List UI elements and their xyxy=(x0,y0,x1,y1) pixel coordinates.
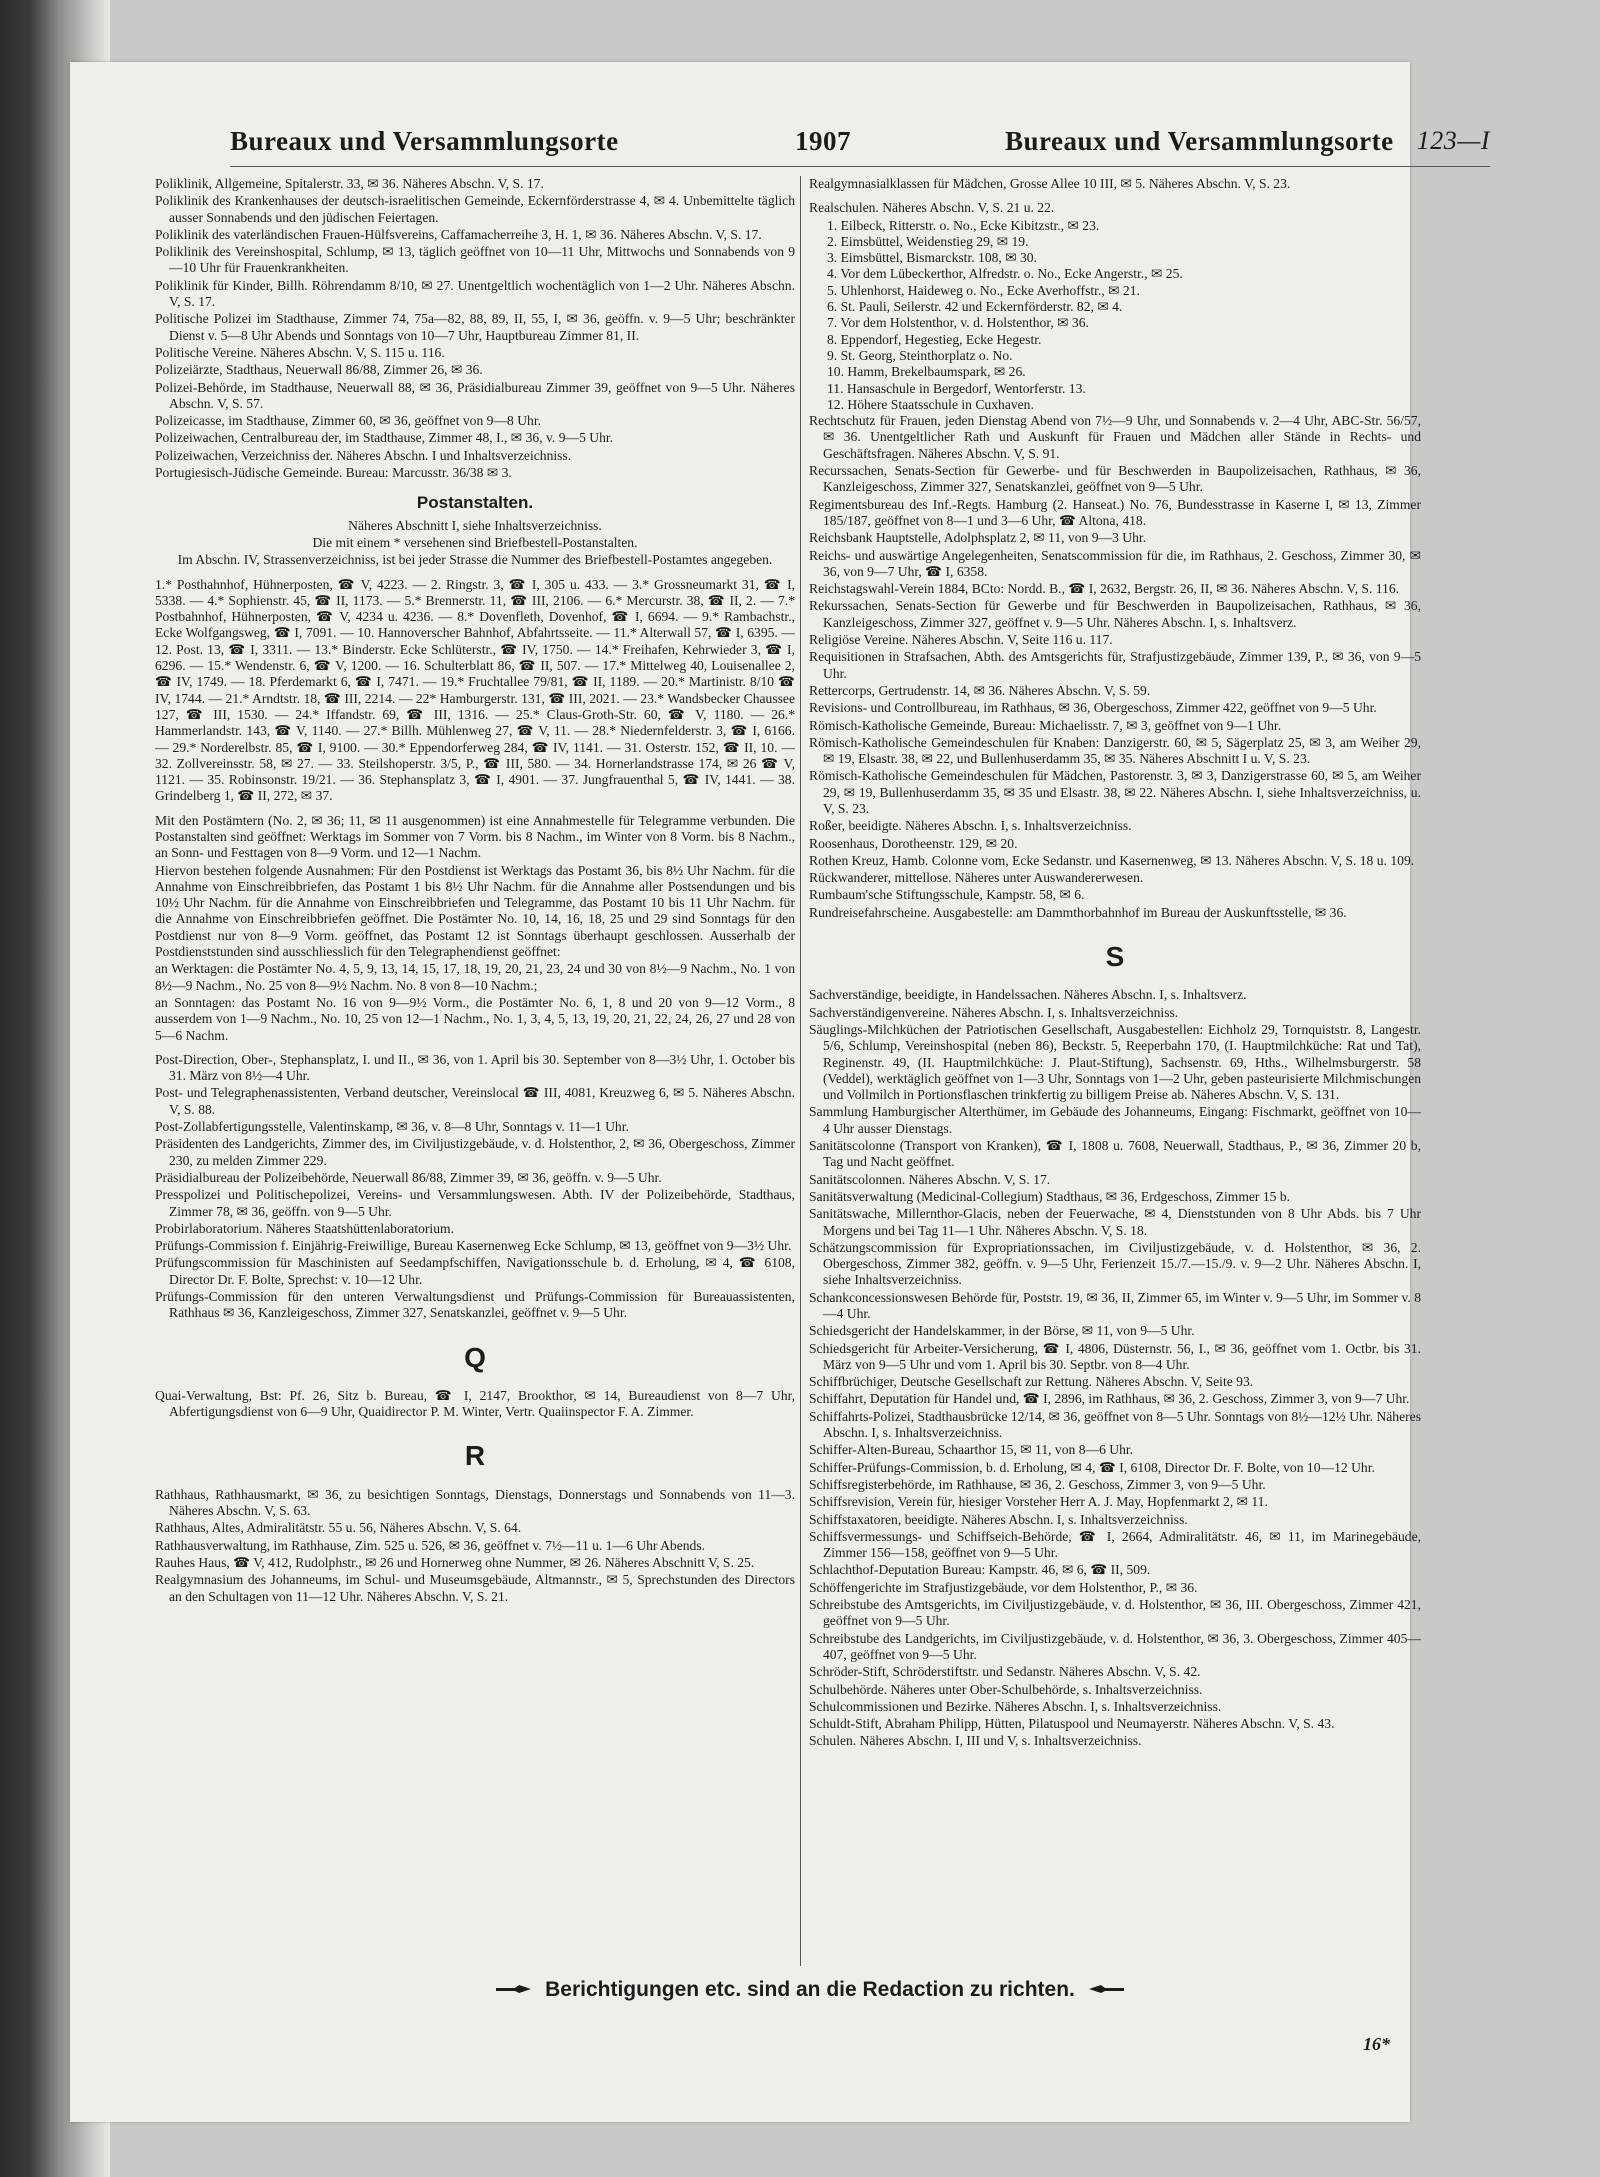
footer-corrections-note xyxy=(430,1978,1190,2002)
postanstalten-list: 1.* Posthahnhof, Hühnerposten, ☎ V, 4223. — 2. Ringstr. 3, ☎ I, 305 u. 433. — 3.* Grossneumarkt 31, ☎ I, 5338. — 4.* Sophienstr. 45, ☎ II, 1173. — 5.* Brennerstr. 11, ☎ III, 2106. — 6.* Mercurstr. 38, ☎ II, 2. — 7.* Postbahnhof, Hühnerposten, ☎ V, 4234 u. 4236. — 8.* Dovenfleth, Dovenhof, ☎ I, 6694. — 9.* Rambachstr., Ecke Wolfgangsweg, ☎ I, 7091. — 10. Hannoverscher Bahnhof, Abfahrtsseite. — 11.* Alterwall 57, ☎ I, 6395. — 12. Post. 13, ☎ I, 3311. — 13.* Binderstr. Ecke Schlüterstr., ☎ IV, 1750. — 14.* Freihafen, Kehrwieder 3, ☎ I, 6296. — 15.* Wendenstr. 6, ☎ V, 1200. — 16. Schulterblatt 86, ☎ II, 507. — 17.* Mittelweg 40, Louisenallee 2, ☎ IV, 1749. — 18. Pferdemarkt 6, ☎ I, 7471. — 19.* Fruchtallee 79/81, ☎ II, 1189. — 20.* Martinistr. 8/10 ☎ IV, 1744. — 21.* Arndtstr. 18, ☎ III, 2214. — 22* Hamburgerstr. 131, ☎ III, 2021. — 23.* Wandsbecker Chaussee 127, ☎ III, 1530. — 24.* Iffandstr. 69, ☎ III, 1316. — 25.* Claus-Groth-Str. 60, ☎ V, 1180. — 26.* Hammerlandstr. 143, ☎ V, 1140. — 27.* Billh. Mühlenweg 27, ☎ V, 11. — 28.* Niedernfelderstr. 3, ☎ I, 6166. — 29.* Norderelbstr. 85, ☎ I, 9100. — 30.* Eppendorferweg 284, ☎ IV, 1141. — 31. Osterstr. 152, ☎ II, 10. — 32. Zollvereinsstr. 58, ✉ 27. — 33. Steilshoperstr. 3/5, P., ☎ III, 580. — 34. Hornerlandstrasse 174, ✉ 26 ☎ V, 1121. — 35. Robinsonstr. 19/21. — 36. Stephansplatz 3, ☎ I, 4901. — 37. Jungfrauenthal 5, ☎ IV, 1441. — 38. Grindelberg 1, ☎ II, 272, ✉ 37. xyxy=(155,576,795,804)
entry: Rundreisefahrscheine. Ausgabestelle: am Dammthorbahnhof im Bureau der Auskunftsstelle, ✉ 36. xyxy=(809,904,1347,920)
entry: Post- und Telegraphenassistenten, Verband deutscher, Vereinslocal ☎ III, 4081, Kreuzweg 6, ✉ 5. Näheres Abschn. V, S. 88. xyxy=(155,1085,795,1117)
entry: Quai-Verwaltung, Bst: Pf. 26, Sitz b. Bureau, ☎ I, 2147, Brookthor, ✉ 14, Bureaudienst von 8—7 Uhr, Abfertigungsdienst von 6—9 Uhr, Quaidirector P. M. Winter, Vertr. Quaiinspector F. A. Zimmer. xyxy=(155,1387,795,1420)
entry: Roßer, beeidigte. Näheres Abschn. I, s. Inhaltsverzeichniss. xyxy=(809,818,1132,834)
entry: Schulen. Näheres Abschn. I, III und V, s. Inhaltsverzeichniss. xyxy=(809,1733,1142,1749)
entry: Rückwanderer, mittellose. Näheres unter Auswandererwesen. xyxy=(809,870,1144,886)
entry: Reichsbank Hauptstelle, Adolphsplatz 2, ✉ 11, von 9—3 Uhr. xyxy=(809,530,1147,546)
r-entries xyxy=(809,413,1421,921)
list-item: 9. St. Georg, Steinthorplatz o. No. xyxy=(827,347,1013,363)
entry: Schiffsrevision, Verein für, hiesiger Vorsteher Herr A. J. May, Hopfenmarkt 2, ✉ 11. xyxy=(809,1494,1268,1510)
post-hours-paragraph: Mit den Postämtern (No. 2, ✉ 36; 11, ✉ 11 ausgenommen) ist eine Annahmestelle für Telegramme verbunden. Die Postanstalten sind geöffnet: Werktags im Sommer von 7 Vorm. bis 8 Nachm., im Winter von 8 Vorm. bis 8 Nachm., an Sonn- und Festtagen von 8—9 Vorm. und 12—1 Nachm. xyxy=(155,812,795,861)
entry: Post-Direction, Ober-, Stephansplatz, I. und II., ✉ 36, von 1. April bis 30. September von 8—3½ Uhr, 1. October bis 31. März von 8½—4 Uhr. xyxy=(155,1051,795,1084)
entry: Schiffsvermessungs- und Schiffseich-Behörde, ☎ I, 2664, Admiralitätstr. 46, ✉ 11, im Marinegebäude, Zimmer 156—158, geöffnet von 9—5 Uhr. xyxy=(809,1528,1421,1561)
postanstalten-intro-line: Die mit einem * versehenen sind Briefbestell-Postanstalten. xyxy=(312,534,638,550)
entry: Schulcommissionen und Bezirke. Näheres Abschn. I, s. Inhaltsverzeichniss. xyxy=(809,1698,1222,1714)
entry: Sanitätsverwaltung (Medicinal-Collegium) Stadthaus, ✉ 36, Erdgeschoss, Zimmer 15 b. xyxy=(809,1188,1291,1204)
left-column xyxy=(155,176,795,1966)
entry: Schätzungscommission für Expropriationssachen, im Civiljustizgebäude, v. d. Holstenthor, ✉ 36, 2. Obergeschoss, Zimmer 382, geöffn. v. 9—5 Uhr, Ferienzeit 15./7.—15./9. v. 9—2 Uhr. Näheres Abschn. I, siehe Inhaltsverzeichniss. xyxy=(809,1239,1421,1288)
list-item: 3. Eimsbüttel, Bismarckstr. 108, ✉ 30. xyxy=(827,250,1037,266)
entry: Probirlaboratorium. Näheres Staatshüttenlaboratorium. xyxy=(155,1220,454,1236)
entry: Realgymnasialklassen für Mädchen, Grosse Allee 10 III, ✉ 5. Näheres Abschn. V, S. 23. xyxy=(809,176,1291,191)
entry: Religiöse Vereine. Näheres Abschn. V, Seite 116 u. 117. xyxy=(809,632,1113,648)
running-header xyxy=(230,120,1490,167)
entry: Schreibstube des Amtsgerichts, im Civiljustizgebäude, v. d. Holstenthor, ✉ 36, III. Obergeschoss, Zimmer 421, geöffnet von 9—5 Uhr. xyxy=(809,1597,1421,1629)
entry: Politische Vereine. Näheres Abschn. V, S. 115 u. 116. xyxy=(155,344,445,360)
entry: Prüfungs-Commission für den unteren Verwaltungsdienst und Prüfungs-Commission für Bureauassistenten, Rathhaus ✉ 36, Kanzleigeschoss, Zimmer 327, Senatskanzlei, geöffnet v. 9—5 Uhr. xyxy=(155,1289,795,1321)
entry: Poliklinik des vaterländischen Frauen-Hülfsvereins, Caffamacherreihe 3, H. 1, ✉ 36. Näheres Abschn. V, S. 17. xyxy=(155,226,762,242)
entry: Polizeiärzte, Stadthaus, Neuerwall 86/88, Zimmer 26, ✉ 36. xyxy=(155,362,483,378)
entry: Poliklinik des Krankenhauses der deutsch-israelitischen Gemeinde, Eckernförderstrasse 4, ✉ 4. Unbemittelte täglich ausser Sonnabends und den jüdischen Feiertagen. xyxy=(155,193,795,225)
entry: Sachverständige, beeidigte, in Handelssachen. Näheres Abschn. I, s. Inhaltsverz. xyxy=(809,987,1247,1003)
post-hours-block xyxy=(155,813,795,1044)
entry: Portugiesisch-Jüdische Gemeinde. Bureau: Marcusstr. 36/38 ✉ 3. xyxy=(155,465,512,481)
entry: Presspolizei und Politischepolizei, Vereins- und Versammlungswesen. Abth. IV der Polizeibehörde, Stadthaus, Zimmer 78, ✉ 36, geöffn. von 9—5 Uhr. xyxy=(155,1187,795,1219)
entry: Rothen Kreuz, Hamb. Colonne vom, Ecke Sedanstr. und Kasernenweg, ✉ 13. Näheres Abschn. V, S. 18 u. 109. xyxy=(809,852,1415,868)
entry: Schiffahrts-Polizei, Stadthausbrücke 12/14, ✉ 36, geöffnet von 8—5 Uhr. Sonntags von 8½—12½ Uhr. Näheres Abschn. I, s. Inhaltsverzeichniss. xyxy=(809,1408,1421,1441)
sheet-number: 16* xyxy=(1363,2034,1390,2054)
entry: Schöffengerichte im Strafjustizgebäude, vor dem Holstenthor, P., ✉ 36. xyxy=(809,1579,1198,1595)
entry: Poliklinik des Vereinshospital, Schlump, ✉ 13, täglich geöffnet von 10—11 Uhr, Mittwochs und Sonnabends von 9—10 Uhr für Frauenkrankheiten. xyxy=(155,244,795,276)
list-item: 6. St. Pauli, Seilerstr. 42 und Eckernförderstr. 82, ✉ 4. xyxy=(827,299,1123,315)
list-item: 11. Hansaschule in Bergedorf, Wentorferstr. 13. xyxy=(827,380,1086,396)
entry: Politische Polizei im Stadthause, Zimmer 74, 75a—82, 88, 89, II, 55, I, ✉ 36, geöffn. v. 9—5 Uhr; beschränkter Dienst v. 5—8 Uhr Abends und Sonntags von 10—7 Uhr, Hauptbureau Zimmer 81, II. xyxy=(155,311,795,343)
list-item: 1. Eilbeck, Ritterstr. o. No., Ecke Kibitzstr., ✉ 23. xyxy=(827,217,1100,233)
entry: Poliklinik, Allgemeine, Spitalerstr. 33, ✉ 36. Näheres Abschn. V, S. 17. xyxy=(155,176,544,191)
section-letter-q: Q xyxy=(464,1341,486,1373)
entry: Präsidialbureau der Polizeibehörde, Neuerwall 86/88, Zimmer 39, ✉ 36, geöffn. v. 9—5 Uhr. xyxy=(155,1169,662,1185)
entry: Schulbehörde. Näheres unter Ober-Schulbehörde, s. Inhaltsverzeichniss. xyxy=(809,1681,1203,1697)
entry: Sanitätswache, Millernthor-Glacis, neben der Feuerwache, ✉ 4, Dienststunden von 8 Uhr Abds. bis 7 Uhr Morgens und bei Tag 11—1 Uhr. Näheres Abschn. V, S. 18. xyxy=(809,1206,1421,1238)
header-page-number: 123—I xyxy=(1416,126,1490,155)
entry: Rathhaus, Rathhausmarkt, ✉ 36, zu besichtigen Sonntags, Dienstags, Donnerstags und Sonnabends von 11—3. Näheres Abschn. V, S. 63. xyxy=(155,1486,795,1519)
entry: Recurssachen, Senats-Section für Gewerbe- und für Beschwerden in Baupolizeisachen, Rathhaus, ✉ 36, Kanzleigeschoss, Zimmer 327, Senatskanzlei, geöffnet von 9—5 Uhr. xyxy=(809,463,1421,495)
entry: Schiffer-Alten-Bureau, Schaarthor 15, ✉ 11, von 8—6 Uhr. xyxy=(809,1442,1134,1458)
entry: Polizei-Behörde, im Stadthause, Neuerwall 88, ✉ 36, Präsidialbureau Zimmer 39, geöffnet von 9—5 Uhr. Näheres Abschn. V, S. 57. xyxy=(155,379,795,411)
entry: Reichstagswahl-Verein 1884, BCto: Nordd. B., ☎ I, 2632, Bergstr. 26, II, ✉ 36. Näheres Abschn. V, S. 116. xyxy=(809,581,1400,597)
header-year: 1907 xyxy=(795,126,851,156)
s-entries xyxy=(809,987,1421,1749)
entry: Polizeiwachen, Verzeichniss der. Näheres Abschn. I und Inhaltsverzeichniss. xyxy=(155,447,572,463)
entry: Römisch-Katholische Gemeindeschulen für Knaben: Danzigerstr. 60, ✉ 5, Sägerplatz 25, ✉ 3, am Weiher 29, ✉ 19, Elsastr. 38, ✉ 22, und Bullenhuserdamm 35, ✉ 35. Näheres Abschnitt I u. V, S. 23. xyxy=(809,734,1421,767)
entry: Sanitätscolonne (Transport von Kranken), ☎ I, 1808 u. 7608, Neuerwall, Stadthaus, P., ✉ 36, Zimmer 20 b, Tag und Nacht geöffnet. xyxy=(809,1138,1421,1170)
entry: Schiedsgericht der Handelskammer, in der Börse, ✉ 11, von 9—5 Uhr. xyxy=(809,1323,1195,1339)
entry: Reichs- und auswärtige Angelegenheiten, Senatscommission für die, im Rathhaus, 2. Geschoss, Zimmer 30, ✉ 36, von 9—7 Uhr, ☎ I, 6358. xyxy=(809,547,1421,579)
entry: Sachverständigenvereine. Näheres Abschn. I, s. Inhaltsverzeichniss. xyxy=(809,1004,1179,1020)
entry: Roosenhaus, Dorotheenstr. 129, ✉ 20. xyxy=(809,835,1018,851)
entry: Rathhausverwaltung, im Rathhause, Zim. 525 u. 526, ✉ 36, geöffnet v. 7½—11 u. 1—6 Uhr Abends. xyxy=(155,1537,706,1553)
list-item: 12. Höhere Staatsschule in Cuxhaven. xyxy=(827,396,1034,412)
entry: Schiffahrt, Deputation für Handel und, ☎ I, 2896, im Rathhaus, ✉ 36, 2. Geschoss, Zimmer 3, von 9—7 Uhr. xyxy=(809,1391,1410,1407)
entry: Schiffer-Prüfungs-Commission, b. d. Erholung, ✉ 4, ☎ I, 6108, Director Dr. F. Bolte, von 10—12 Uhr. xyxy=(809,1459,1375,1475)
header-left-title: Bureaux und Versammlungsorte xyxy=(230,126,619,156)
entry: Polizeicasse, im Stadthause, Zimmer 60, ✉ 36, geöffnet von 9—8 Uhr. xyxy=(155,413,542,429)
entry: Schröder-Stift, Schröderstiftstr. und Sedanstr. Näheres Abschn. V, S. 42. xyxy=(809,1664,1201,1680)
entry: Polizeiwachen, Centralbureau der, im Stadthause, Zimmer 48, I., ✉ 36, v. 9—5 Uhr. xyxy=(155,430,614,446)
entry: Rauhes Haus, ☎ V, 412, Rudolphstr., ✉ 26 und Hornerweg ohne Nummer, ✉ 26. Näheres Abschnitt V, S. 25. xyxy=(155,1554,755,1570)
entry: Sammlung Hamburgischer Alterthümer, im Gebäude des Johanneums, Eingang: Fischmarkt, geöffnet von 10—4 Uhr ausser Dienstags. xyxy=(809,1104,1421,1136)
list-item: 8. Eppendorf, Hegestieg, Ecke Hegestr. xyxy=(827,331,1042,347)
poliklinik-entries xyxy=(155,176,795,481)
list-item: 10. Hamm, Brekelbaumspark, ✉ 26. xyxy=(827,364,1026,380)
entry: Römisch-Katholische Gemeindeschulen für Mädchen, Pastorenstr. 3, ✉ 3, Danzigerstrasse 60, ✉ 5, am Weiher 29, ✉ 19, Bullenhuserdamm 35, ✉ 35 und Elsastr. 38, ✉ 22. Näheres Abschn. I, siehe Inhaltsverzeichniss, u. V, S. 23. xyxy=(809,768,1421,816)
list-item: 7. Vor dem Holstenthor, v. d. Holstenthor, ✉ 36. xyxy=(827,315,1089,331)
entry: Post-Zollabfertigungsstelle, Valentinskamp, ✉ 36, v. 8—8 Uhr, Sonntags v. 11—1 Uhr. xyxy=(155,1119,629,1135)
footer-note-text: Berichtigungen etc. sind an die Redaction zu richten. xyxy=(545,1978,1075,2001)
entry: Requisitionen in Strafsachen, Abth. des Amtsgerichts für, Strafjustizgebäude, Zimmer 139, P., ✉ 36, von 9—5 Uhr. xyxy=(809,649,1421,681)
entry: Schlachthof-Deputation Bureau: Kampstr. 46, ✉ 6, ☎ II, 509. xyxy=(809,1562,1151,1578)
entry: Präsidenten des Landgerichts, Zimmer des, im Civiljustizgebäude, v. d. Holstenthor, 2, ✉ 36, Obergeschoss, Zimmer 230, zu melden Zimmer 229. xyxy=(155,1136,795,1168)
header-right-title: Bureaux und Versammlungsorte xyxy=(1005,126,1394,156)
entry: Schuldt-Stift, Abraham Philipp, Hütten, Pilatuspool und Neumayerstr. Näheres Abschn. V, S. 43. xyxy=(809,1716,1335,1732)
section-letter-s: S xyxy=(1105,941,1125,973)
entry: Schiffbrüchiger, Deutsche Gesellschaft zur Rettung. Näheres Abschn. V, Seite 93. xyxy=(809,1374,1254,1390)
entry: Realgymnasium des Johanneums, im Schul- und Museumsgebäude, Altmannstr., ✉ 5, Sprechstunden des Directors an den Schultagen von 11—12 Uhr. Näheres Abschn. V, S. 21. xyxy=(155,1572,795,1604)
post-entries xyxy=(155,1052,795,1322)
list-item: 4. Vor dem Lübeckerthor, Alfredstr. o. No., Ecke Angerstr., ✉ 25. xyxy=(827,266,1183,282)
entry: Schiffsregisterbehörde, im Rathhause, ✉ 36, 2. Geschoss, Zimmer 3, von 9—5 Uhr. xyxy=(809,1476,1266,1492)
section-title-postanstalten: Postanstalten. xyxy=(416,493,534,513)
entry: Rathhaus, Altes, Admiralitätstr. 55 u. 56, Näheres Abschn. V, S. 64. xyxy=(155,1520,522,1536)
post-hours-paragraph: an Sonntagen: das Postamt No. 16 von 9—9½ Vorm., die Postämter No. 6, 1, 8 und 20 von 9—12 Vorm., 8 ausserdem von 1—9 Nachm., No. 10, 25 von 12—1 Nachm., No. 1, 3, 4, 5, 13, 19, 20, 21, 22, 24, 26, 27 und 28 von 5—6 Nachm. xyxy=(155,994,795,1043)
post-hours-paragraph: Hiervon bestehen folgende Ausnahmen: Für den Postdienst ist Werktags das Postamt 36, bis 8½ Uhr Nachm. für die Annahme von Einschreibbriefen, das Postamt 1 bis 8½ Uhr Nachm. für die Annahme aller Postsendungen und bis 10½ Uhr Nachm. für die Annahme von Einschreibbriefen und Telegramme, das Postamt 10 bis 11 Uhr Nachm. für die Annahme von Einschreibbriefen geöffnet. Die Postämter No. 10, 14, 16, 18, 25 und 29 sind Sonntags für den Postdienst nur von 8—9 Vorm. geöffnet, das Postamt 12 ist Sonntags überhaupt geschlossen. Ausserhalb der Postdienststunden sind ausschliesslich für den Telegraphendienst geöffnet: xyxy=(155,862,795,960)
entry: Römisch-Katholische Gemeinde, Bureau: Michaelisstr. 7, ✉ 3, geöffnet von 9—1 Uhr. xyxy=(809,717,1282,733)
entry: Poliklinik für Kinder, Billh. Röhrendamm 8/10, ✉ 27. Unentgeltlich wochentäglich von 1—2 Uhr. Näheres Abschn. V, S. 17. xyxy=(155,277,795,310)
entry: Rettercorps, Gertrudenstr. 14, ✉ 36. Näheres Abschn. V, S. 59. xyxy=(809,682,1151,698)
entry: Prüfungscommission für Maschinisten auf Seedampfschiffen, Navigationsschule b. d. Erholung, ✉ 4, ☎ 6108, Director Dr. F. Bolte, Sprechst: v. 10—12 Uhr. xyxy=(155,1255,795,1287)
postanstalten-intro-line: Im Abschn. IV, Strassenverzeichniss, ist bei jeder Strasse die Nummer des Briefbestell-Postamtes angegeben. xyxy=(177,552,773,568)
section-letter-r: R xyxy=(464,1440,486,1472)
entry: Schiedsgericht für Arbeiter-Versicherung, ☎ I, 4806, Düsternstr. 56, I., ✉ 36, geöffnet vom 1. Octbr. bis 31. März von 9—5 Uhr und vom 1. April bis 30. Septbr. von 8—4 Uhr. xyxy=(809,1340,1421,1372)
entry: Regimentsbureau des Inf.-Regts. Hamburg (2. Hanseat.) No. 76, Bundesstrasse in Kaserne I, ✉ 13, Zimmer 185/187, geöffnet von 8—1 und 3—6 Uhr, ☎ Altona, 418. xyxy=(809,496,1421,528)
list-item: 2. Eimsbüttel, Weidenstieg 29, ✉ 19. xyxy=(827,233,1029,249)
postanstalten-intro-line: Näheres Abschnitt I, siehe Inhaltsverzeichniss. xyxy=(348,517,602,533)
entry: Schreibstube des Landgerichts, im Civiljustizgebäude, v. d. Holstenthor, ✉ 36, 3. Obergeschoss, Zimmer 405—407, geöffnet von 9—5 Uhr. xyxy=(809,1630,1421,1662)
right-column xyxy=(800,176,1421,1966)
entry: Schankconcessionswesen Behörde für, Poststr. 19, ✉ 36, II, Zimmer 65, im Winter v. 9—5 Uhr, im Sommer v. 8—4 Uhr. xyxy=(809,1289,1421,1321)
pointing-hand-left-icon xyxy=(1087,1983,1125,1997)
list-item: 5. Uhlenhorst, Haideweg o. No., Ecke Averhoffstr., ✉ 21. xyxy=(827,282,1140,298)
entry: Sanitätscolonnen. Näheres Abschn. V, S. 17. xyxy=(809,1171,1051,1187)
entry: Rekurssachen, Senats-Section für Gewerbe und für Beschwerden in Baupolizeisachen, Rathhaus, ✉ 36, Kanzleigeschoss, Zimmer 327, geöffnet v. 9—5 Uhr. Näheres Abschn. I, s. Inhaltsverz. xyxy=(809,598,1421,630)
entry: Säuglings-Milchküchen der Patriotischen Gesellschaft, Ausgabestellen: Eichholz 29, Tornquiststr. 8, Langestr. 5/6, Schlump, Vereinshospital (neben 86), Beckstr. 5, Reeperbahn 170, (I. Hauptmilchküche: Rat und Tat), Reginenstr. 49, (II. Hauptmilchküche: J. Plaut-Stiftung), Sachsenstr. 69, Hths., Wilhelmsburgerstr. 58 (Veddel), werktäglich geöffnet von 1—3 Uhr, Sonntags von 1—2 Uhr, geben pasteurisierte Milchmischungen und Vollmilch in Portionsflaschen trinkfertig zu billigem Preise ab. Näheres Abschn. V, S. 131. xyxy=(809,1021,1421,1103)
entry: Prüfungs-Commission f. Einjährig-Freiwillige, Bureau Kasernenweg Ecke Schlump, ✉ 13, geöffnet von 9—3½ Uhr. xyxy=(155,1238,792,1254)
realschulen-heading: Realschulen. Näheres Abschn. V, S. 21 u. 22. xyxy=(809,200,1055,216)
post-hours-paragraph: an Werktagen: die Postämter No. 4, 5, 9, 13, 14, 15, 17, 18, 19, 20, 21, 23, 24 und 30 von 8½—9 Nachm., No. 1 von 8½—9 Nachm., No. 25 von 8—9½ Nachm. No. 8 von 8—10 Nachm.; xyxy=(155,961,795,993)
entry: Revisions- und Controllbureau, im Rathhaus, ✉ 36, Obergeschoss, Zimmer 422, geöffnet von 9—5 Uhr. xyxy=(809,700,1377,716)
pointing-hand-right-icon xyxy=(495,1983,533,1997)
realschulen-list xyxy=(809,218,1421,414)
entry: Rumbaum'sche Stiftungsschule, Kampstr. 58, ✉ 6. xyxy=(809,887,1085,903)
entry: Rechtschutz für Frauen, jeden Dienstag Abend von 7½—9 Uhr, und Sonnabends v. 2—4 Uhr, ABC-Str. 56/57, ✉ 36. Unentgeltlicher Rath und Auskunft für Frauen und Mädchen aller Stände in Rechts- und Geschäftsfragen. Näheres Abschn. V, S. 91. xyxy=(809,413,1421,461)
entry: Schiffstaxatoren, beeidigte. Näheres Abschn. I, s. Inhaltsverzeichniss. xyxy=(809,1511,1188,1527)
